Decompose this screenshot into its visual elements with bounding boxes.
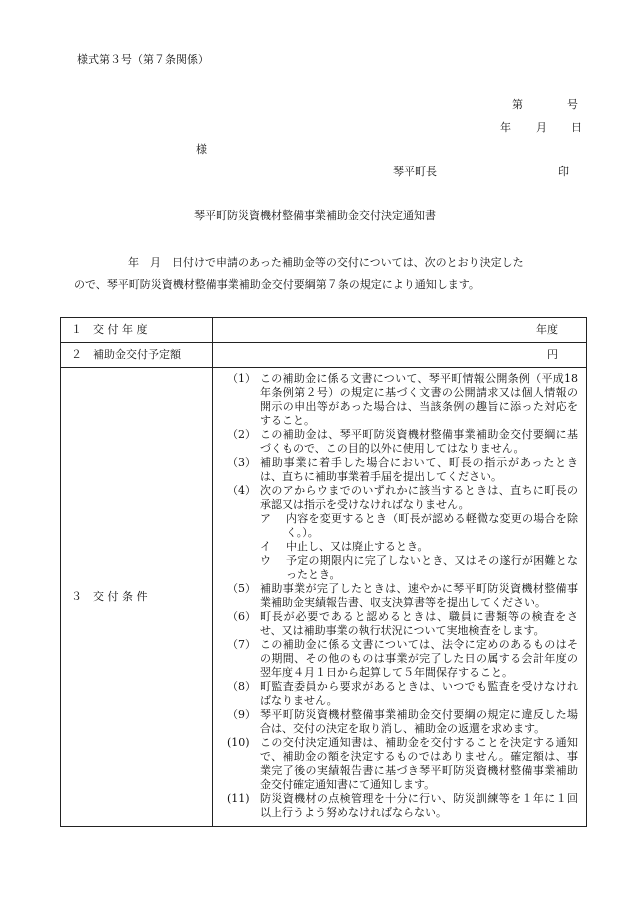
date-year-label: 年 xyxy=(500,121,511,134)
document-number-suffix: 号 xyxy=(567,98,578,111)
table-row-conditions xyxy=(61,368,587,827)
seal-mark: 印 xyxy=(558,165,569,178)
condition-text: 防災資機材の点検管理を十分に行い、防災訓練等を１年に１回以上行うよう努めなければならない。 xyxy=(260,792,578,819)
condition-number: （1） xyxy=(227,372,256,385)
sub-condition-kana: ア xyxy=(260,512,271,525)
body-text-line-2: ので、琴平町防災資機材整備事業補助金交付要綱第７条の規定により通知します。 xyxy=(74,278,480,291)
condition-item xyxy=(227,680,578,708)
condition-text: この補助金に係る文書について、琴平町情報公開条例（平成18 年条例第２号）の規定に基づく文書の公開請求又は個人情報の開示の申出等があった場合は、当該条例の趣旨に添った対応をすること。 xyxy=(260,372,578,427)
sub-condition-text: 予定の期限内に完了しないとき、又はその遂行が困難となったとき。 xyxy=(286,554,578,581)
grant-details-table xyxy=(60,317,587,827)
condition-item xyxy=(227,582,578,610)
fiscal-year-label: １ 交 付 年 度 xyxy=(61,318,213,343)
condition-number: （9） xyxy=(227,708,256,721)
condition-number: （4） xyxy=(227,484,256,497)
condition-number: （7） xyxy=(227,638,256,651)
condition-item xyxy=(227,456,578,484)
sub-condition-item xyxy=(260,540,578,554)
fiscal-year-value: 年度 xyxy=(213,318,587,343)
condition-item xyxy=(227,372,578,428)
sub-condition-kana: イ xyxy=(260,540,271,553)
condition-text: この補助金に係る文書については、法令に定めのあるものはその期間、その他のものは事業が完了した日の属する会計年度の翌年度４月１日から起算して５年間保存すること。 xyxy=(260,638,578,679)
sub-condition-text: 中止し、又は廃止するとき。 xyxy=(286,540,429,553)
condition-text: 琴平町防災資機材整備事業補助金交付要綱の規定に違反した場合は、交付の決定を取り消し、補助金の返還を求めます。 xyxy=(260,708,578,735)
condition-item xyxy=(227,484,578,582)
conditions-label: ３ 交 付 条 件 xyxy=(61,368,213,827)
condition-item xyxy=(227,792,578,820)
body-text-line-1: 年 月 日付けで申請のあった補助金等の交付については、次のとおり決定した xyxy=(128,256,524,269)
conditions-list xyxy=(213,368,587,827)
sub-condition-text: 内容を変更するとき（町長が認める軽微な変更の場合を除く。）。 xyxy=(286,512,578,539)
sub-condition-kana: ウ xyxy=(260,554,271,567)
condition-number: （3） xyxy=(227,456,256,469)
sub-condition-item xyxy=(260,512,578,540)
condition-number: （8） xyxy=(227,680,256,693)
condition-text: 町監査委員から要求があるときは、いつでも監査を受けなければなりません。 xyxy=(260,680,578,707)
grant-amount-label: ２ 補助金交付予定額 xyxy=(61,343,213,368)
condition-number: （6） xyxy=(227,610,256,623)
form-number: 様式第３号（第７条関係） xyxy=(77,53,209,66)
document-title: 琴平町防災資機材整備事業補助金交付決定通知書 xyxy=(194,209,436,222)
condition-text: 補助事業が完了したときは、速やかに琴平町防災資機材整備事業補助金実績報告書、収支決算書等を提出してください。 xyxy=(260,582,578,609)
table-row-grant-amount xyxy=(61,343,587,368)
date-month-label: 月 xyxy=(536,121,547,134)
condition-number: (11) xyxy=(227,792,250,805)
addressee-honorific: 様 xyxy=(196,143,207,156)
table-row-fiscal-year xyxy=(61,318,587,343)
grant-amount-value: 円 xyxy=(213,343,587,368)
condition-item xyxy=(227,736,578,792)
condition-item xyxy=(227,610,578,638)
sub-condition-item xyxy=(260,554,578,582)
document-number-prefix: 第 xyxy=(512,98,523,111)
condition-item xyxy=(227,638,578,680)
condition-number: (10) xyxy=(227,736,250,749)
date-day-label: 日 xyxy=(571,121,582,134)
condition-text: 町長が必要であると認めるときは、職員に書類等の検査をさせ、又は補助事業の執行状況について実地検査をします。 xyxy=(260,610,578,637)
condition-item xyxy=(227,708,578,736)
condition-number: （2） xyxy=(227,428,256,441)
condition-item xyxy=(227,428,578,456)
condition-text: 次のアからウまでのいずれかに該当するときは、直ちに町長の承認又は指示を受けなければなりません。 xyxy=(260,484,578,511)
condition-text: この交付決定通知書は、補助金を交付することを決定する通知で、補助金の額を決定するものではありません。確定額は、事業完了後の実績報告書に基づき琴平町防災資機材整備事業補助金交付確定通知書にて通知します。 xyxy=(260,736,578,791)
condition-text: この補助金は、琴平町防災資機材整備事業補助金交付要綱に基づくもので、この目的以外に使用してはなりません。 xyxy=(260,428,578,455)
condition-text: 補助事業に着手した場合において、町長の指示があったときは、直ちに補助事業着手届を提出してください。 xyxy=(260,456,578,483)
mayor-title: 琴平町長 xyxy=(393,165,437,178)
condition-number: （5） xyxy=(227,582,256,595)
